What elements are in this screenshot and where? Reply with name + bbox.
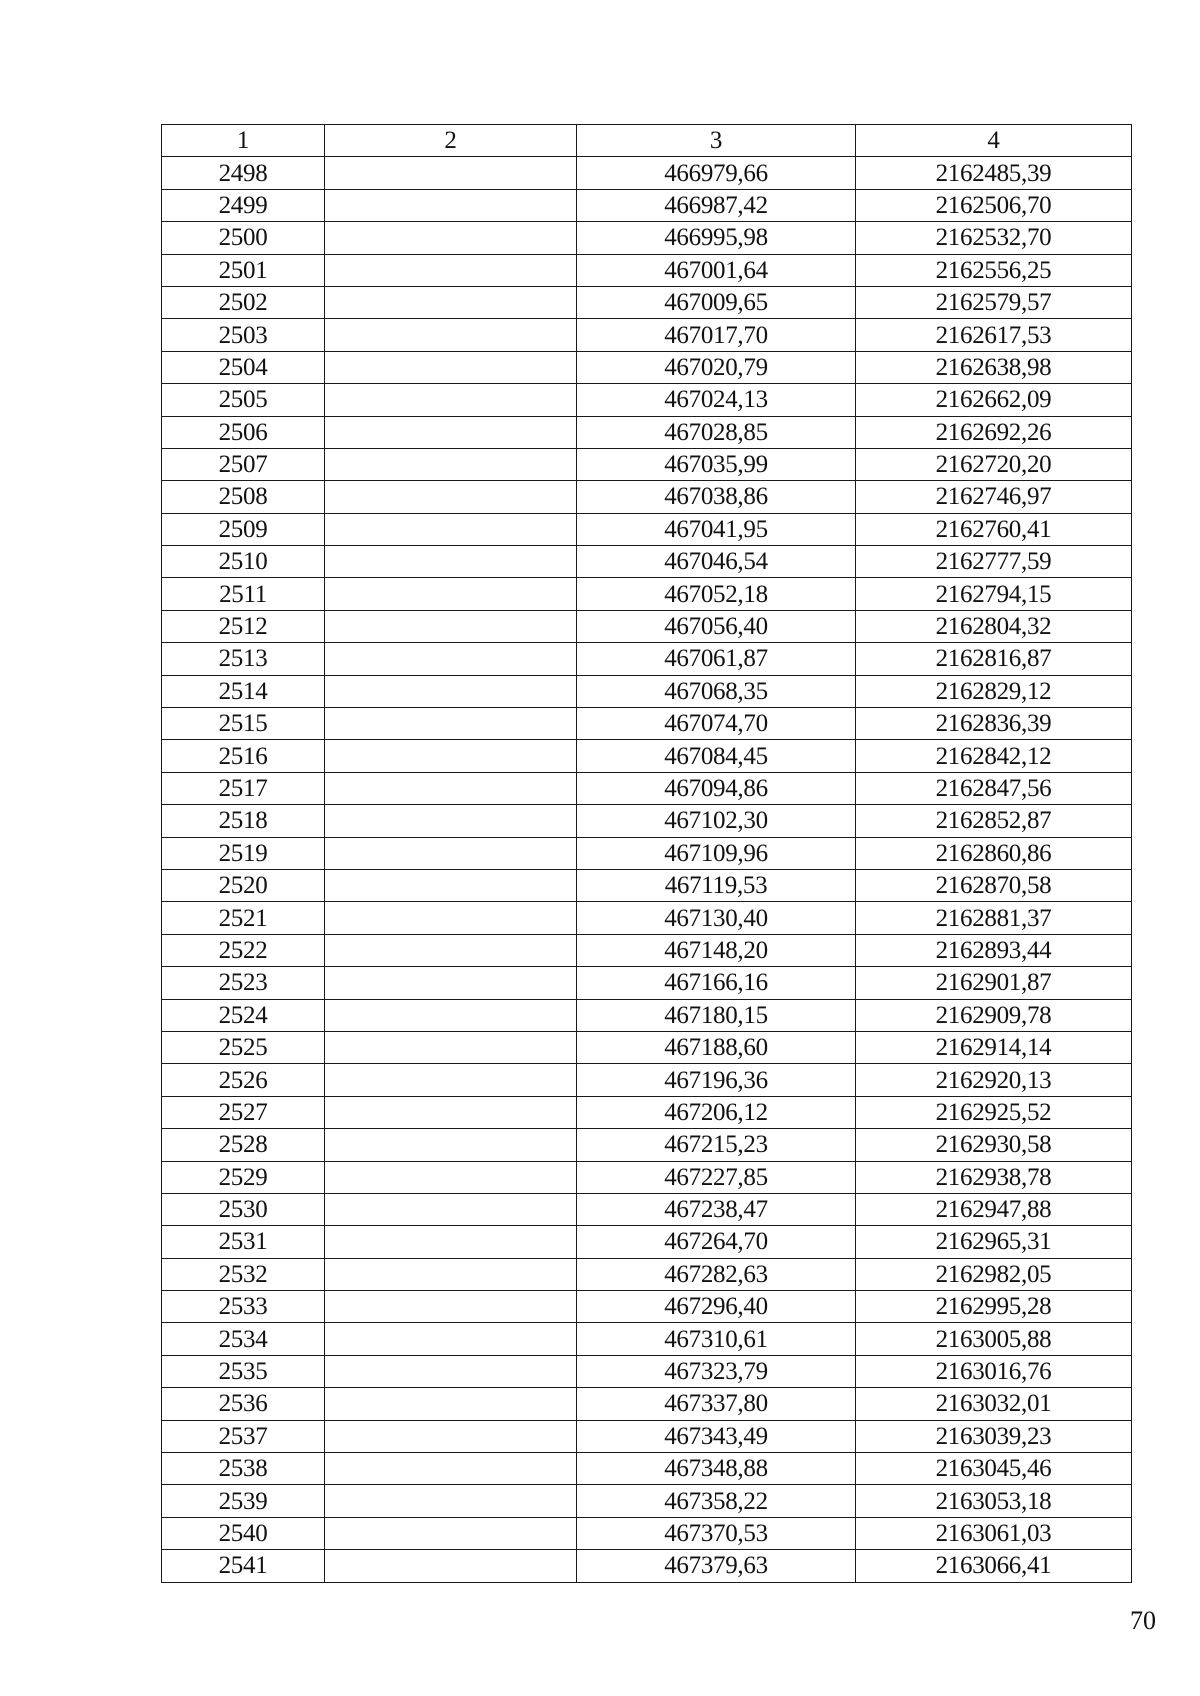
table-row [162, 1129, 1132, 1161]
point-number-cell: 2514 [162, 675, 325, 707]
x-coordinate-cell: 467348,88 [577, 1453, 856, 1485]
point-number-cell: 2526 [162, 1064, 325, 1096]
y-coordinate-cell: 2162579,57 [856, 286, 1132, 318]
point-number-cell: 2540 [162, 1517, 325, 1549]
y-coordinate-cell: 2162829,12 [856, 675, 1132, 707]
empty-cell [325, 772, 577, 804]
y-coordinate-cell: 2162746,97 [856, 481, 1132, 513]
y-coordinate-cell: 2163066,41 [856, 1550, 1132, 1582]
empty-cell [325, 934, 577, 966]
y-coordinate-cell: 2162662,09 [856, 384, 1132, 416]
empty-cell [325, 189, 577, 221]
point-number-cell: 2520 [162, 869, 325, 901]
table-row [162, 1258, 1132, 1290]
y-coordinate-cell: 2162720,20 [856, 448, 1132, 480]
point-number-cell: 2515 [162, 708, 325, 740]
y-coordinate-cell: 2162532,70 [856, 222, 1132, 254]
x-coordinate-cell: 467068,35 [577, 675, 856, 707]
x-coordinate-cell: 467227,85 [577, 1161, 856, 1193]
point-number-cell: 2519 [162, 837, 325, 869]
y-coordinate-cell: 2163016,76 [856, 1355, 1132, 1387]
empty-cell [325, 384, 577, 416]
empty-cell [325, 1355, 577, 1387]
table-row [162, 157, 1132, 189]
table-row [162, 1485, 1132, 1517]
table-row [162, 740, 1132, 772]
x-coordinate-cell: 467296,40 [577, 1291, 856, 1323]
y-coordinate-cell: 2162982,05 [856, 1258, 1132, 1290]
empty-cell [325, 1291, 577, 1323]
table-body [162, 157, 1132, 1582]
point-number-cell: 2532 [162, 1258, 325, 1290]
table-row [162, 319, 1132, 351]
empty-cell [325, 1420, 577, 1452]
y-coordinate-cell: 2162938,78 [856, 1161, 1132, 1193]
empty-cell [325, 1388, 577, 1420]
empty-cell [325, 837, 577, 869]
y-coordinate-cell: 2162930,58 [856, 1129, 1132, 1161]
empty-cell [325, 157, 577, 189]
empty-cell [325, 513, 577, 545]
table-row [162, 1226, 1132, 1258]
y-coordinate-cell: 2163061,03 [856, 1517, 1132, 1549]
table-row [162, 1193, 1132, 1225]
x-coordinate-cell: 467084,45 [577, 740, 856, 772]
table-row [162, 902, 1132, 934]
page-number: 70 [1130, 1606, 1156, 1635]
y-coordinate-cell: 2162692,26 [856, 416, 1132, 448]
y-coordinate-cell: 2162836,39 [856, 708, 1132, 740]
y-coordinate-cell: 2162760,41 [856, 513, 1132, 545]
table-row [162, 1420, 1132, 1452]
table-row [162, 1453, 1132, 1485]
empty-cell [325, 1517, 577, 1549]
empty-cell [325, 481, 577, 513]
x-coordinate-cell: 467056,40 [577, 610, 856, 642]
empty-cell [325, 319, 577, 351]
x-coordinate-cell: 467379,63 [577, 1550, 856, 1582]
table-row [162, 1550, 1132, 1582]
y-coordinate-cell: 2162925,52 [856, 1096, 1132, 1128]
x-coordinate-cell: 467094,86 [577, 772, 856, 804]
point-number-cell: 2530 [162, 1193, 325, 1225]
x-coordinate-cell: 467343,49 [577, 1420, 856, 1452]
y-coordinate-cell: 2162617,53 [856, 319, 1132, 351]
empty-cell [325, 448, 577, 480]
y-coordinate-cell: 2163045,46 [856, 1453, 1132, 1485]
y-coordinate-cell: 2162947,88 [856, 1193, 1132, 1225]
header-row [162, 125, 1132, 157]
empty-cell [325, 675, 577, 707]
x-coordinate-cell: 467180,15 [577, 999, 856, 1031]
point-number-cell: 2511 [162, 578, 325, 610]
point-number-cell: 2505 [162, 384, 325, 416]
point-number-cell: 2527 [162, 1096, 325, 1128]
x-coordinate-cell: 467074,70 [577, 708, 856, 740]
y-coordinate-cell: 2162804,32 [856, 610, 1132, 642]
table-row [162, 610, 1132, 642]
empty-cell [325, 1453, 577, 1485]
point-number-cell: 2504 [162, 351, 325, 383]
table-row [162, 513, 1132, 545]
table-row [162, 999, 1132, 1031]
x-coordinate-cell: 467028,85 [577, 416, 856, 448]
empty-cell [325, 1258, 577, 1290]
point-number-cell: 2518 [162, 805, 325, 837]
header-cell-2: 2 [325, 125, 577, 157]
empty-cell [325, 351, 577, 383]
x-coordinate-cell: 467001,64 [577, 254, 856, 286]
y-coordinate-cell: 2162901,87 [856, 967, 1132, 999]
x-coordinate-cell: 467323,79 [577, 1355, 856, 1387]
table-row [162, 254, 1132, 286]
x-coordinate-cell: 467035,99 [577, 448, 856, 480]
x-coordinate-cell: 467206,12 [577, 1096, 856, 1128]
table-row [162, 578, 1132, 610]
table-row [162, 1355, 1132, 1387]
empty-cell [325, 967, 577, 999]
empty-cell [325, 902, 577, 934]
table-row [162, 448, 1132, 480]
point-number-cell: 2507 [162, 448, 325, 480]
x-coordinate-cell: 467358,22 [577, 1485, 856, 1517]
empty-cell [325, 1161, 577, 1193]
point-number-cell: 2522 [162, 934, 325, 966]
x-coordinate-cell: 467102,30 [577, 805, 856, 837]
y-coordinate-cell: 2162893,44 [856, 934, 1132, 966]
x-coordinate-cell: 467038,86 [577, 481, 856, 513]
point-number-cell: 2510 [162, 546, 325, 578]
x-coordinate-cell: 467264,70 [577, 1226, 856, 1258]
point-number-cell: 2513 [162, 643, 325, 675]
y-coordinate-cell: 2162847,56 [856, 772, 1132, 804]
point-number-cell: 2521 [162, 902, 325, 934]
x-coordinate-cell: 467046,54 [577, 546, 856, 578]
point-number-cell: 2509 [162, 513, 325, 545]
header-cell-4: 4 [856, 125, 1132, 157]
y-coordinate-cell: 2162870,58 [856, 869, 1132, 901]
x-coordinate-cell: 467148,20 [577, 934, 856, 966]
header-cell-1: 1 [162, 125, 325, 157]
point-number-cell: 2501 [162, 254, 325, 286]
header-cell-3: 3 [577, 125, 856, 157]
empty-cell [325, 1129, 577, 1161]
table-row [162, 416, 1132, 448]
empty-cell [325, 708, 577, 740]
x-coordinate-cell: 466995,98 [577, 222, 856, 254]
empty-cell [325, 222, 577, 254]
point-number-cell: 2523 [162, 967, 325, 999]
table-row [162, 481, 1132, 513]
y-coordinate-cell: 2162852,87 [856, 805, 1132, 837]
x-coordinate-cell: 467188,60 [577, 1031, 856, 1063]
point-number-cell: 2499 [162, 189, 325, 221]
empty-cell [325, 286, 577, 318]
x-coordinate-cell: 467024,13 [577, 384, 856, 416]
table-row [162, 708, 1132, 740]
empty-cell [325, 416, 577, 448]
point-number-cell: 2535 [162, 1355, 325, 1387]
empty-cell [325, 1193, 577, 1225]
point-number-cell: 2534 [162, 1323, 325, 1355]
x-coordinate-cell: 467337,80 [577, 1388, 856, 1420]
y-coordinate-cell: 2162777,59 [856, 546, 1132, 578]
table-row [162, 967, 1132, 999]
y-coordinate-cell: 2162485,39 [856, 157, 1132, 189]
y-coordinate-cell: 2162794,15 [856, 578, 1132, 610]
table-row [162, 222, 1132, 254]
table-row [162, 1031, 1132, 1063]
empty-cell [325, 610, 577, 642]
table-row [162, 772, 1132, 804]
x-coordinate-cell: 467370,53 [577, 1517, 856, 1549]
empty-cell [325, 869, 577, 901]
table-row [162, 351, 1132, 383]
point-number-cell: 2502 [162, 286, 325, 318]
x-coordinate-cell: 467196,36 [577, 1064, 856, 1096]
empty-cell [325, 578, 577, 610]
empty-cell [325, 254, 577, 286]
table-row [162, 384, 1132, 416]
point-number-cell: 2516 [162, 740, 325, 772]
empty-cell [325, 805, 577, 837]
x-coordinate-cell: 467052,18 [577, 578, 856, 610]
empty-cell [325, 1064, 577, 1096]
y-coordinate-cell: 2162909,78 [856, 999, 1132, 1031]
y-coordinate-cell: 2162638,98 [856, 351, 1132, 383]
x-coordinate-cell: 467061,87 [577, 643, 856, 675]
y-coordinate-cell: 2162842,12 [856, 740, 1132, 772]
point-number-cell: 2525 [162, 1031, 325, 1063]
point-number-cell: 2537 [162, 1420, 325, 1452]
empty-cell [325, 546, 577, 578]
x-coordinate-cell: 467017,70 [577, 319, 856, 351]
table-row [162, 1161, 1132, 1193]
table-row [162, 643, 1132, 675]
y-coordinate-cell: 2162506,70 [856, 189, 1132, 221]
point-number-cell: 2541 [162, 1550, 325, 1582]
table-row [162, 286, 1132, 318]
y-coordinate-cell: 2162881,37 [856, 902, 1132, 934]
point-number-cell: 2538 [162, 1453, 325, 1485]
empty-cell [325, 1323, 577, 1355]
x-coordinate-cell: 467109,96 [577, 837, 856, 869]
table-header [162, 125, 1132, 157]
y-coordinate-cell: 2162860,86 [856, 837, 1132, 869]
x-coordinate-cell: 467215,23 [577, 1129, 856, 1161]
point-number-cell: 2512 [162, 610, 325, 642]
x-coordinate-cell: 467009,65 [577, 286, 856, 318]
y-coordinate-cell: 2162995,28 [856, 1291, 1132, 1323]
point-number-cell: 2506 [162, 416, 325, 448]
table-row [162, 546, 1132, 578]
table-row [162, 934, 1132, 966]
x-coordinate-cell: 467238,47 [577, 1193, 856, 1225]
point-number-cell: 2517 [162, 772, 325, 804]
empty-cell [325, 1096, 577, 1128]
y-coordinate-cell: 2163053,18 [856, 1485, 1132, 1517]
empty-cell [325, 999, 577, 1031]
y-coordinate-cell: 2163005,88 [856, 1323, 1132, 1355]
y-coordinate-cell: 2162914,14 [856, 1031, 1132, 1063]
point-number-cell: 2498 [162, 157, 325, 189]
table-row [162, 189, 1132, 221]
empty-cell [325, 1550, 577, 1582]
table-row [162, 1388, 1132, 1420]
empty-cell [325, 1485, 577, 1517]
point-number-cell: 2533 [162, 1291, 325, 1323]
table-row [162, 1064, 1132, 1096]
table-row [162, 675, 1132, 707]
point-number-cell: 2536 [162, 1388, 325, 1420]
x-coordinate-cell: 467130,40 [577, 902, 856, 934]
x-coordinate-cell: 466979,66 [577, 157, 856, 189]
point-number-cell: 2528 [162, 1129, 325, 1161]
y-coordinate-cell: 2163039,23 [856, 1420, 1132, 1452]
empty-cell [325, 643, 577, 675]
table-row [162, 805, 1132, 837]
y-coordinate-cell: 2162556,25 [856, 254, 1132, 286]
table-row [162, 1517, 1132, 1549]
table-row [162, 869, 1132, 901]
y-coordinate-cell: 2162920,13 [856, 1064, 1132, 1096]
x-coordinate-cell: 467282,63 [577, 1258, 856, 1290]
x-coordinate-cell: 466987,42 [577, 189, 856, 221]
point-number-cell: 2529 [162, 1161, 325, 1193]
empty-cell [325, 1031, 577, 1063]
x-coordinate-cell: 467310,61 [577, 1323, 856, 1355]
x-coordinate-cell: 467020,79 [577, 351, 856, 383]
point-number-cell: 2508 [162, 481, 325, 513]
x-coordinate-cell: 467041,95 [577, 513, 856, 545]
point-number-cell: 2531 [162, 1226, 325, 1258]
point-number-cell: 2524 [162, 999, 325, 1031]
y-coordinate-cell: 2163032,01 [856, 1388, 1132, 1420]
table-row [162, 1323, 1132, 1355]
empty-cell [325, 1226, 577, 1258]
x-coordinate-cell: 467166,16 [577, 967, 856, 999]
table-row [162, 1096, 1132, 1128]
point-number-cell: 2503 [162, 319, 325, 351]
point-number-cell: 2500 [162, 222, 325, 254]
y-coordinate-cell: 2162965,31 [856, 1226, 1132, 1258]
coordinates-table [161, 124, 1132, 1583]
table-row [162, 837, 1132, 869]
point-number-cell: 2539 [162, 1485, 325, 1517]
y-coordinate-cell: 2162816,87 [856, 643, 1132, 675]
x-coordinate-cell: 467119,53 [577, 869, 856, 901]
table-row [162, 1291, 1132, 1323]
empty-cell [325, 740, 577, 772]
